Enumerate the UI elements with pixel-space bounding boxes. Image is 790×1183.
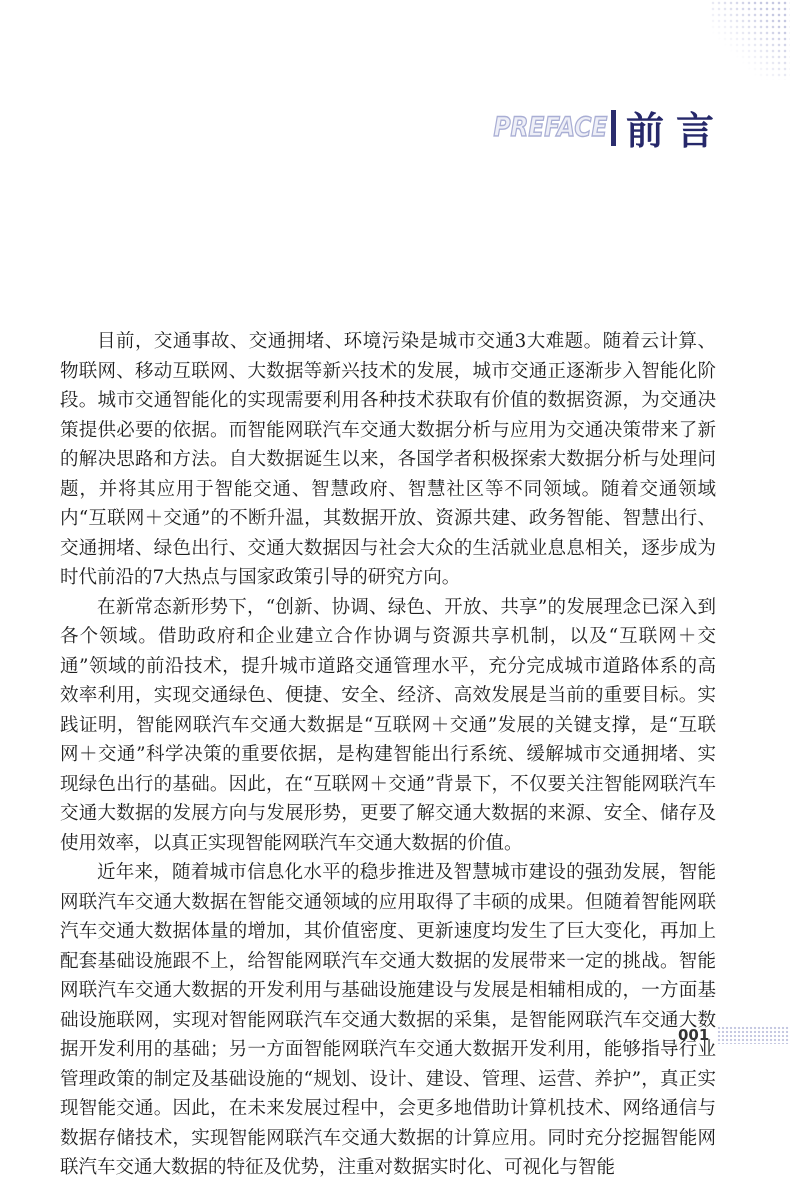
preface-body [60,327,716,1183]
footer-dot-pattern [717,1026,789,1044]
title-divider [611,110,616,146]
paragraph: 目前，交通事故、交通拥堵、环境污染是城市交通3大难题。随着云计算、物联网、移动互联网、大数据等新兴技术的发展，城市交通正逐渐步入智能化阶段。城市交通智能化的实现需要利用各种技术获取有价值的数据资源，为交通决策提供必要的依据。而智能网联汽车交通大数据分析与应用为交通决策带来了新的解决思路和方法。自大数据诞生以来，各国学者积极探索大数据分析与处理问题，并将其应用于智能交通、智慧政府、智慧社区等不同领域。随着交通领域内“互联网＋交通”的不断升温，其数据开放、资源共建、政务智能、智慧出行、交通拥堵、绿色出行、交通大数据因与社会大众的生活就业息息相关，逐步成为时代前沿的7大热点与国家政策引导的研究方向。 [60,331,716,588]
page-header [475,100,726,155]
page-footer [678,1026,789,1044]
preface-english-title: PREFACE [493,112,607,143]
corner-dot-pattern [710,0,790,80]
paragraph: 近年来，随着城市信息化水平的稳步推进及智慧城市建设的强劲发展，智能网联汽车交通大数据在智能交通领域的应用取得了丰硕的成果。但随着智能网联汽车交通大数据体量的增加，其价值密度、更新速度均发生了巨大变化，再加上配套基础设施跟不上，给智能网联汽车交通大数据的发展带来一定的挑战。智能网联汽车交通大数据的开发利用与基础设施建设与发展是相辅相成的，一方面基础设施联网，实现对智能网联汽车交通大数据的采集，是智能网联汽车交通大数据开发利用的基础；另一方面智能网联汽车交通大数据开发利用，能够指导行业管理政策的制定及基础设施的“规划、设计、建设、管理、运营、养护”，真正实现智能交通。因此，在未来发展过程中，会更多地借助计算机技术、网络通信与数据存储技术，实现智能网联汽车交通大数据的计算应用。同时充分挖掘智能网联汽车交通大数据的特征及优势，注重对数据实时化、可视化与智能 [60,862,716,1178]
page-number: 001 [678,1026,710,1044]
preface-chinese-title: 前言 [625,109,726,153]
paragraph: 在新常态新形势下，“创新、协调、绿色、开放、共享”的发展理念已深入到各个领域。借助政府和企业建立合作协调与资源共享机制，以及“互联网＋交通”领域的前沿技术，提升城市道路交通管理水平，充分完成城市道路体系的高效率利用，实现交通绿色、便捷、安全、经济、高效发展是当前的重要目标。实践证明，智能网联汽车交通大数据是“互联网＋交通”发展的关键支撑，是“互联网＋交通”科学决策的重要依据，是构建智能出行系统、缓解城市交通拥堵、实现绿色出行的基础。因此，在“互联网＋交通”背景下，不仅要关注智能网联汽车交通大数据的发展方向与发展形势，更要了解交通大数据的来源、安全、储存及使用效率，以真正实现智能网联汽车交通大数据的价值。 [60,596,716,854]
